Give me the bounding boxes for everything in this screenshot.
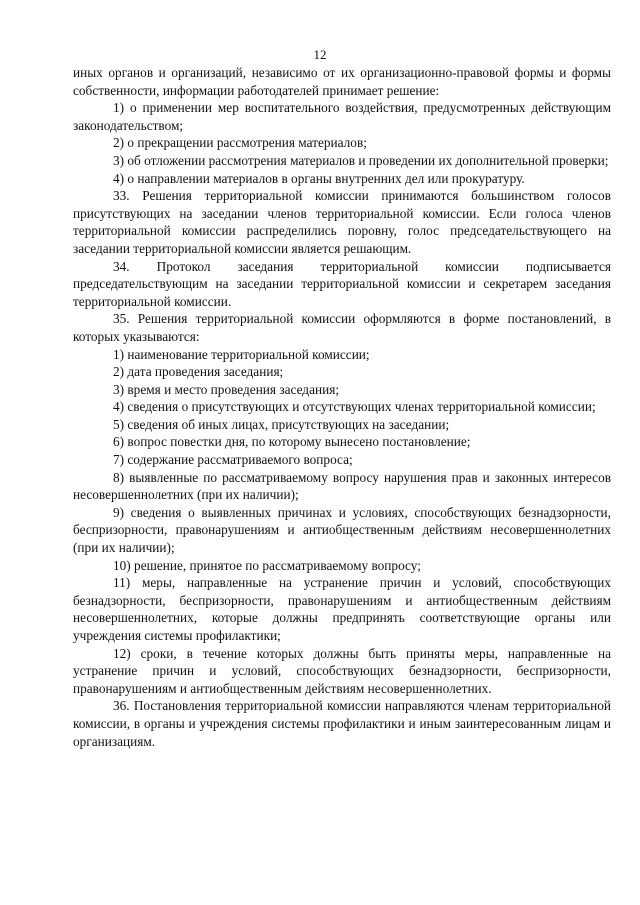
resolution-item-12: 12) сроки, в течение которых должны быть приняты меры, направленные на устранение причин и условий, способствующих безнадзорности, беспризорности, правонарушениям и антиобщественным действиям несовершеннолетних. — [73, 645, 611, 696]
resolution-item-5: 5) сведения об иных лицах, присутствующих на заседании; — [113, 416, 450, 432]
decision-item-1: 1) о применении мер воспитательного воздействия, предусмотренных действующим законодательством; — [73, 100, 611, 133]
clause-33: 33. Решения территориальной комиссии принимаются большинством голосов присутствующих на заседании членов территориальной комиссии. Если голоса членов территориальной комиссии распределились поровну, голос председательствующего на заседании территориальной комиссии является решающим. — [73, 188, 611, 256]
page-number: 12 — [313, 47, 327, 62]
decision-item-2: 2) о прекращении рассмотрения материалов; — [113, 135, 367, 151]
resolution-item-11: 11) меры, направленные на устранение причин и условий, способствующих безнадзорности, беспризорности, правонарушениям и антиобщественным действиям несовершеннолетних, которые должны предпринять соответствующие органы или учреждения системы профилактики; — [73, 575, 611, 643]
resolution-item-1: 1) наименование территориальной комиссии; — [113, 346, 370, 362]
clause-35: 35. Решения территориальной комиссии оформляются в форме постановлений, в которых указываются: — [73, 311, 611, 344]
resolution-item-10: 10) решение, принятое по рассматриваемому вопросу; — [113, 557, 421, 573]
clause-36: 36. Постановления территориальной комиссии направляются членам территориальной комиссии, в органы и учреждения системы профилактики и иным заинтересованным лицам и организациям. — [73, 698, 611, 749]
decision-item-4: 4) о направлении материалов в органы внутренних дел или прокуратуру. — [113, 170, 525, 186]
decision-item-3: 3) об отложении рассмотрения материалов и проведении их дополнительной проверки; — [113, 152, 609, 168]
resolution-item-9: 9) сведения о выявленных причинах и условиях, способствующих безнадзорности, беспризорности, правонарушениям и антиобщественным действиям несовершеннолетних (при их наличии); — [73, 504, 611, 556]
resolution-item-7: 7) содержание рассматриваемого вопроса; — [113, 452, 353, 468]
resolution-item-8: 8) выявленные по рассматриваемому вопросу нарушения прав и законных интересов несовершеннолетних (при их наличии); — [73, 469, 611, 503]
resolution-item-4: 4) сведения о присутствующих и отсутствующих членах территориальной комиссии; — [113, 399, 596, 415]
resolution-item-3: 3) время и место проведения заседания; — [113, 381, 340, 397]
paragraph-continuation: иных органов и организаций, независимо от их организационно-правовой формы и формы собственности, информации работодателей принимает решение: — [73, 65, 611, 98]
resolution-item-6: 6) вопрос повестки дня, по которому вынесено постановление; — [113, 434, 471, 450]
resolution-item-2: 2) дата проведения заседания; — [113, 364, 284, 380]
clause-34: 34. Протокол заседания территориальной комиссии подписывается председательствующим на заседании территориальной комиссии и секретарем заседания территориальной комиссии. — [73, 258, 611, 309]
document-body — [73, 64, 611, 750]
